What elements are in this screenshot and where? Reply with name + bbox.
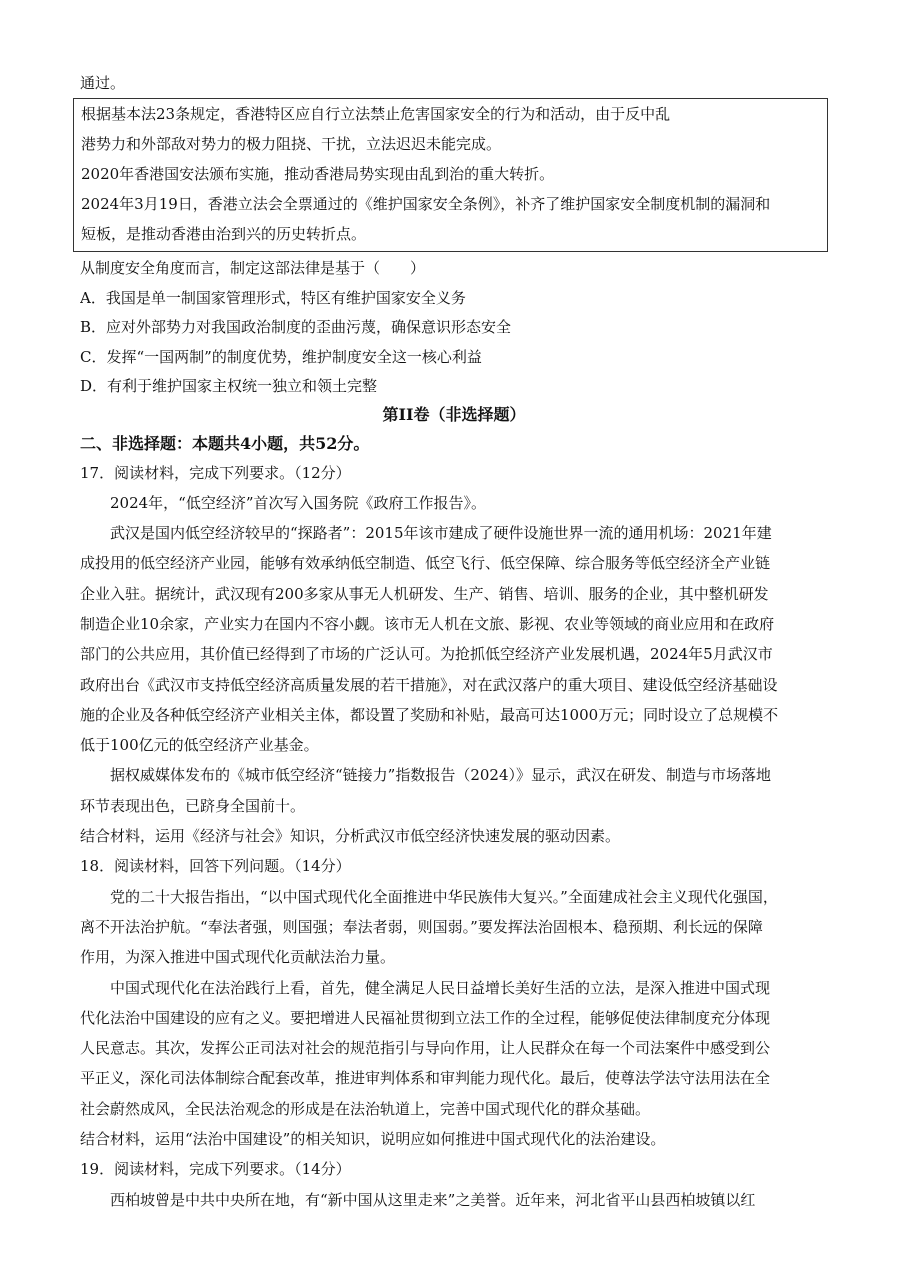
paragraph-line: 人民意志。其次，发挥公正司法对社会的规范指引与导向作用，让人民群众在每一个司法案件中感受到公	[80, 1039, 771, 1058]
paragraph-line: 环节表现出色，已跻身全国前十。	[80, 796, 306, 815]
paragraph-line: 施的企业及各种低空经济产业相关主体，都设置了奖励和补贴，最高可达1000万元；同时设立了总规模不	[80, 705, 779, 724]
continued-text: 通过。	[80, 74, 126, 92]
box-line: 短板，是推动香港由治到兴的历史转折点。	[81, 225, 367, 243]
box-line: 2024年3月19日，香港立法会全票通过的《维护国家安全条例》，补齐了维护国家安全制度机制的漏洞和	[81, 195, 771, 213]
paragraph-line: 社会蔚然成风，全民法治观念的形成是在法治轨道上，完善中国式现代化的群众基础。	[80, 1099, 651, 1118]
paragraph-line: 部门的公共应用，其价值已经得到了市场的广泛认可。为抢抓低空经济产业发展机遇，2024年5月武汉市	[80, 645, 773, 664]
question-header: 19．阅读材料，完成下列要求。（14分）	[80, 1160, 351, 1179]
paragraph-line: 作用，为深入推进中国式现代化贡献法治力量。	[80, 948, 396, 967]
question-task: 结合材料，运用“法治中国建设”的相关知识，说明应如何推进中国式现代化的法治建设。	[80, 1130, 666, 1149]
volume-title: 第II卷（非选择题）	[382, 404, 526, 424]
paragraph-line: 据权威媒体发布的《城市低空经济“链接力”指数报告（2024）》显示，武汉在研发、制造与市场落地	[110, 766, 772, 785]
material-box	[73, 98, 828, 252]
question-17	[80, 458, 828, 852]
box-line: 根据基本法23条规定，香港特区应自行立法禁止危害国家安全的行为和活动，由于反中乱	[81, 105, 671, 123]
question-header: 17．阅读材料，完成下列要求。（12分）	[80, 463, 351, 482]
paragraph-line: 制造企业10余家，产业实力在国内不容小觑。该市无人机在文旅、影视、农业等领域的商业应用和在政府	[80, 614, 775, 633]
option-a: A．我国是单一制国家管理形式，特区有维护国家安全义务	[80, 288, 466, 307]
question-16-choices	[80, 254, 828, 402]
question-19	[80, 1154, 828, 1215]
question-stem: 从制度安全角度而言，制定这部法律是基于（ ）	[80, 259, 426, 277]
paragraph-line: 平正义，深化司法体制综合配套改革，推进审判体系和审判能力现代化。最后，使尊法学法守法用法在全	[80, 1069, 771, 1088]
box-line: 2020年香港国安法颁布实施，推动香港局势实现由乱到治的重大转折。	[81, 165, 555, 183]
paragraph-line: 企业入驻。据统计，武汉现有200多家从事无人机研发、生产、销售、培训、服务的企业，其中整机研发	[80, 584, 769, 603]
section-heading: 二、非选择题：本题共4小题，共52分。	[80, 433, 370, 453]
paragraph-line: 党的二十大报告指出，“以中国式现代化全面推进中华民族伟大复兴。”全面建成社会主义现代化强国，	[110, 887, 778, 906]
option-b: B．应对外部势力对我国政治制度的歪曲污蔑，确保意识形态安全	[80, 318, 512, 336]
paragraph-line: 成投用的低空经济产业园，能够有效承纳低空制造、低空飞行、低空保障、综合服务等低空经济全产业链	[80, 554, 771, 573]
paragraph-line: 政府出台《武汉市支持低空经济高质量发展的若干措施》，对在武汉落户的重大项目、建设低空经济基础设	[80, 675, 778, 694]
option-c: C．发挥“一国两制”的制度优势，维护制度安全这一核心利益	[80, 347, 482, 366]
exam-page	[80, 68, 828, 1215]
box-line: 港势力和外部敌对势力的极力阻挠、干扰，立法迟迟未能完成。	[81, 135, 502, 153]
option-d: D．有利于维护国家主权统一独立和领土完整	[80, 377, 378, 395]
paragraph-line: 2024年，“低空经济”首次写入国务院《政府工作报告》。	[110, 493, 487, 512]
paragraph-line: 离不开法治护航。“奉法者强，则国强；奉法者弱，则国弱。”要发挥法治固根本、稳预期、利长远的保障	[80, 917, 763, 936]
paragraph-line: 武汉是国内低空经济较早的“探路者”：2015年该市建成了硬件设施世界一流的通用机场：2021年建	[110, 524, 772, 543]
paragraph-line: 西柏坡曾是中共中央所在地，有“新中国从这里走来”之美誉。近年来，河北省平山县西柏坡镇以红	[110, 1190, 756, 1209]
paragraph-line: 低于100亿元的低空经济产业基金。	[80, 736, 319, 755]
question-header: 18．阅读材料，回答下列问题。（14分）	[80, 857, 351, 876]
paragraph-line: 代化法治中国建设的应有之义。要把增进人民福祉贯彻到立法工作的全过程，能够促使法律制度充分体现	[80, 1008, 771, 1027]
paragraph-line: 中国式现代化在法治践行上看，首先，健全满足人民日益增长美好生活的立法，是深入推进中国式现	[110, 978, 771, 997]
question-18	[80, 851, 828, 1154]
question-task: 结合材料，运用《经济与社会》知识，分析武汉市低空经济快速发展的驱动因素。	[80, 827, 621, 846]
